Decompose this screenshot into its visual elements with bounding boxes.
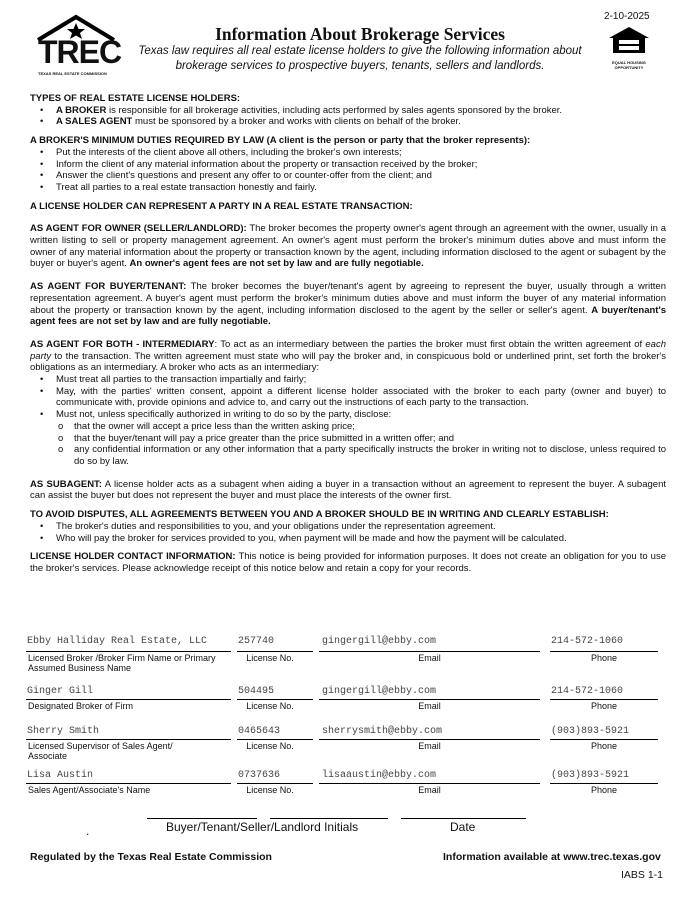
duties-heading: A BROKER'S MINIMUM DUTIES REQUIRED BY LAW (A client is the person or party that the broker represents): <box>30 135 531 147</box>
intermediary-paragraph: AS AGENT FOR BOTH - INTERMEDIARY: To act as an intermediary between the parties the broker must first obtain the written agreement of each party to the transaction. The written agreement must state who will pay the broker and, in conspicuous bold or underlined print, set forth the broker's obligations as an intermediary. A broker who acts as an intermediary: <box>30 338 666 374</box>
license-field[interactable]: 257740 <box>238 636 275 647</box>
disputes-list <box>30 521 666 544</box>
list-item: o that the buyer/tenant will pay a price greater than the price submitted in a written offer; and <box>74 433 666 445</box>
phone-label: Phone <box>590 785 618 795</box>
phone-field[interactable]: 214-572-1060 <box>551 636 624 647</box>
footer-info-link: Information available at www.trec.texas.gov <box>443 851 661 863</box>
list-item: • A SALES AGENT must be sponsored by a broker and works with clients on behalf of the broker. <box>56 116 666 128</box>
list-item: • Put the interests of the client above all others, including the broker's own interests; <box>56 147 666 159</box>
contact-paragraph: LICENSE HOLDER CONTACT INFORMATION: This notice is being provided for information purposes. It does not create an obligation for you to use the broker's services. Please acknowledge receipt of this notice below and retain a copy for your records. <box>30 551 666 574</box>
equal-housing-icon <box>606 26 652 54</box>
list-item: o that the owner will accept a price less than the written asking price; <box>74 421 666 433</box>
page-subtitle: Texas law requires all real estate license holders to give the following information about brokerage services to prospective buyers, tenants, sellers and landlords. <box>138 45 582 72</box>
email-field[interactable]: gingergill@ebby.com <box>322 686 437 697</box>
footer-regulated: Regulated by the Texas Real Estate Commission <box>30 851 272 863</box>
broker-name-field[interactable]: Ginger Gill <box>27 686 94 697</box>
field-label: Designated Broker of Firm <box>28 701 134 711</box>
phone-label: Phone <box>590 701 618 711</box>
phone-field[interactable]: (903)893-5921 <box>551 770 630 781</box>
intermediary-list <box>30 374 666 421</box>
broker-name-field[interactable]: Ebby Halliday Real Estate, LLC <box>27 636 208 647</box>
list-item: • A BROKER is responsible for all brokerage activities, including acts performed by sales agents sponsored by the broker. <box>56 105 666 117</box>
logo-word: TREC <box>38 34 122 70</box>
form-date: 2-10-2025 <box>604 11 650 22</box>
list-item: • Treat all parties to a real estate transaction honestly and fairly. <box>56 182 666 194</box>
license-field[interactable]: 504495 <box>238 686 275 697</box>
email-field[interactable]: gingergill@ebby.com <box>322 636 437 647</box>
list-item: • Must not, unless specifically authorized in writing to do so by the party, disclose: <box>56 409 666 421</box>
field-label: Sales Agent/Associate's Name <box>28 785 151 795</box>
email-field[interactable]: sherrysmith@ebby.com <box>322 726 443 737</box>
field-label: Licensed Broker /Broker Firm Name or Primary Assumed Business Name <box>28 653 216 673</box>
license-label: License No. <box>246 701 294 711</box>
list-item: • May, with the parties' written consent, appoint a different license holder associated with the broker to each party (owner and buyer) to communicate with, provide opinions and advice to, and carry out the instructions of each party to the transaction. <box>56 386 666 409</box>
field-label: Licensed Supervisor of Sales Agent/ Associate <box>28 741 173 761</box>
email-field[interactable]: lisaaustin@ebby.com <box>322 770 437 781</box>
equal-housing-logo <box>606 26 652 70</box>
email-label: Email <box>418 741 441 751</box>
main-content <box>30 93 666 575</box>
trec-logo <box>36 14 122 78</box>
initials-label: Buyer/Tenant/Seller/Landlord Initials <box>166 820 359 834</box>
buyer-paragraph: AS AGENT FOR BUYER/TENANT: The broker becomes the buyer/tenant's agent by agreeing to represent the buyer, usually through a written representation agreement. A buyer's agent must perform the broker's minimum duties above and must inform the buyer of any material information about the property or transaction known by the agent, including information disclosed to the agent by the seller or seller's agent. A buyer/tenant's agent fees are not set by law and are fully negotiable. <box>30 281 667 328</box>
disputes-heading: TO AVOID DISPUTES, ALL AGREEMENTS BETWEEN YOU AND A BROKER SHOULD BE IN WRITING AND CLEARLY ESTABLISH: <box>30 509 609 521</box>
types-heading: TYPES OF REAL ESTATE LICENSE HOLDERS: <box>30 93 241 104</box>
list-item: • Answer the client's questions and present any offer to or counter-offer from the client; and <box>56 170 666 182</box>
email-label: Email <box>418 701 441 711</box>
list-item: • Inform the client of any material information about the property or transaction received by the broker; <box>56 159 666 171</box>
license-field[interactable]: 0465643 <box>238 726 281 737</box>
initials-line[interactable] <box>270 818 388 819</box>
initials-line[interactable] <box>147 818 257 819</box>
phone-field[interactable]: (903)893-5921 <box>551 726 630 737</box>
list-item: • The broker's duties and responsibilities to you, and your obligations under the representation agreement. <box>56 521 666 533</box>
form-code: IABS 1-1 <box>621 869 664 881</box>
phone-field[interactable]: 214-572-1060 <box>551 686 624 697</box>
list-item: o any confidential information or any other information that a party specifically instructs the broker in writing not to disclose, unless required to do so by law. <box>74 444 666 467</box>
license-field[interactable]: 0737636 <box>238 770 281 781</box>
license-label: License No. <box>246 741 294 751</box>
duties-list <box>30 147 666 194</box>
stray-dot: . <box>86 824 90 838</box>
logo-subtext: TEXAS REAL ESTATE COMMISSION <box>38 71 107 76</box>
date-line[interactable] <box>401 818 526 819</box>
eho-label: EQUAL HOUSING OPPORTUNITY <box>612 60 646 70</box>
page-title: Information About Brokerage Services <box>215 24 505 44</box>
subagent-paragraph: AS SUBAGENT: A license holder acts as a subagent when aiding a buyer in a transaction without an agreement to represent the buyer. A subagent can assist the buyer but does not represent the buyer and must place the interests of the owner first. <box>30 478 666 502</box>
email-label: Email <box>418 785 441 795</box>
owner-paragraph: AS AGENT FOR OWNER (SELLER/LANDLORD): The broker becomes the property owner's agent through an agreement with the owner, usually in a written listing to sell or property management agreement. An owner's agent must perform the broker's minimum duties above and must inform the owner of any material information about the property or transaction known by the agent, including information disclosed to the agent or subagent by the buyer or buyer's agent. An owner's agent fees are not set by law and are fully negotiable. <box>30 223 667 270</box>
broker-name-field[interactable]: Lisa Austin <box>27 770 94 781</box>
license-label: License No. <box>246 785 294 795</box>
broker-name-field[interactable]: Sherry Smith <box>27 726 100 737</box>
represent-heading: A LICENSE HOLDER CAN REPRESENT A PARTY IN A REAL ESTATE TRANSACTION: <box>30 200 413 212</box>
types-list <box>30 105 666 128</box>
date-label: Date <box>450 820 476 834</box>
phone-label: Phone <box>590 741 618 751</box>
disclose-sublist <box>30 421 666 468</box>
email-label: Email <box>418 653 441 663</box>
list-item: • Must treat all parties to the transaction impartially and fairly; <box>56 374 666 386</box>
phone-label: Phone <box>590 653 618 663</box>
list-item: • Who will pay the broker for services provided to you, when payment will be made and how the payment will be calculated. <box>56 533 666 545</box>
license-label: License No. <box>246 653 294 663</box>
